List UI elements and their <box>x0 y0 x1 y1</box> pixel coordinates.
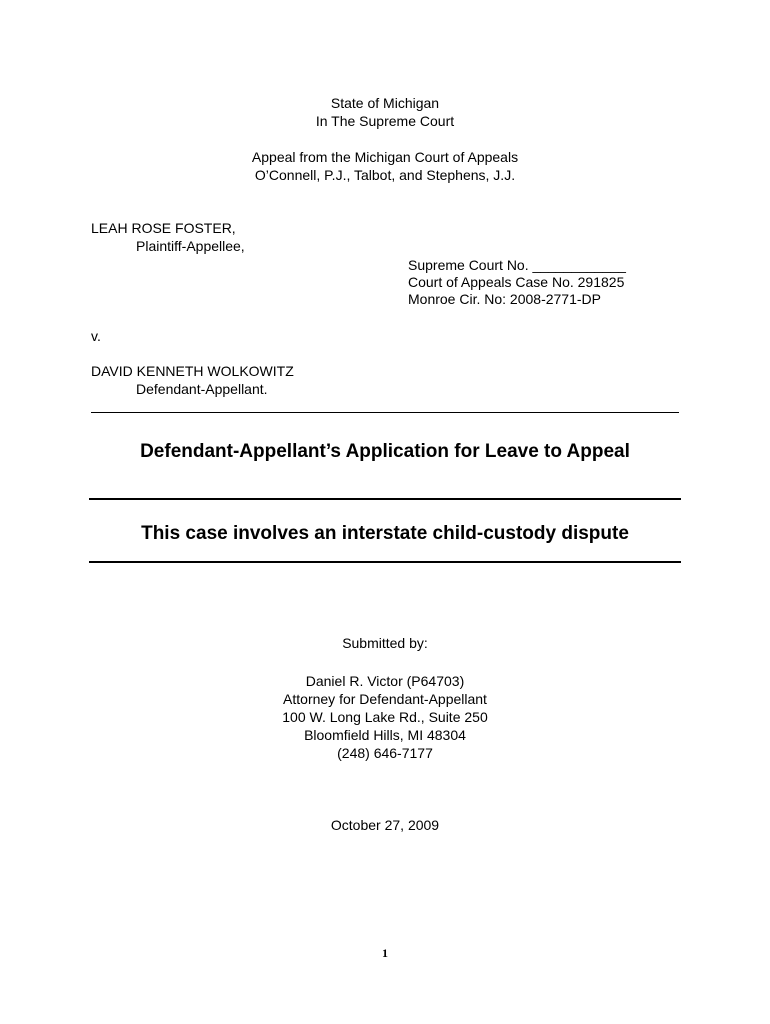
monroe-circuit-number: Monroe Cir. No: 2008-2771-DP <box>408 291 601 307</box>
phone-number: (248) 646-7177 <box>337 745 433 761</box>
submitted-by-label: Submitted by: <box>342 635 428 651</box>
document-title: Defendant-Appellant’s Application for Leave to Appeal <box>140 441 630 462</box>
subtitle-divider <box>89 561 681 563</box>
court-of-appeals-number: Court of Appeals Case No. 291825 <box>408 274 625 290</box>
document-subtitle: This case involves an interstate child-custody dispute <box>141 523 629 544</box>
filing-date: October 27, 2009 <box>330 817 440 833</box>
attorney-name: Daniel R. Victor (P64703) <box>305 673 465 689</box>
supreme-court-number: Supreme Court No. ____________ <box>408 257 626 273</box>
versus: v. <box>91 328 101 344</box>
judges-line: O’Connell, P.J., Talbot, and Stephens, J.J. <box>254 167 516 183</box>
defendant-name: DAVID KENNETH WOLKOWITZ <box>91 363 294 379</box>
attorney-role: Attorney for Defendant-Appellant <box>283 691 487 707</box>
address-line-2: Bloomfield Hills, MI 48304 <box>304 727 466 743</box>
title-divider <box>89 498 681 500</box>
plaintiff-role: Plaintiff-Appellee, <box>136 238 245 254</box>
caption-divider <box>91 412 679 413</box>
court-line: In The Supreme Court <box>315 113 455 129</box>
plaintiff-name: LEAH ROSE FOSTER, <box>91 220 236 236</box>
appeal-from-line: Appeal from the Michigan Court of Appeals <box>251 149 519 165</box>
address-line-1: 100 W. Long Lake Rd., Suite 250 <box>282 709 488 725</box>
defendant-role: Defendant-Appellant. <box>136 381 268 397</box>
page-number: 1 <box>382 946 388 960</box>
state-line: State of Michigan <box>330 95 440 111</box>
